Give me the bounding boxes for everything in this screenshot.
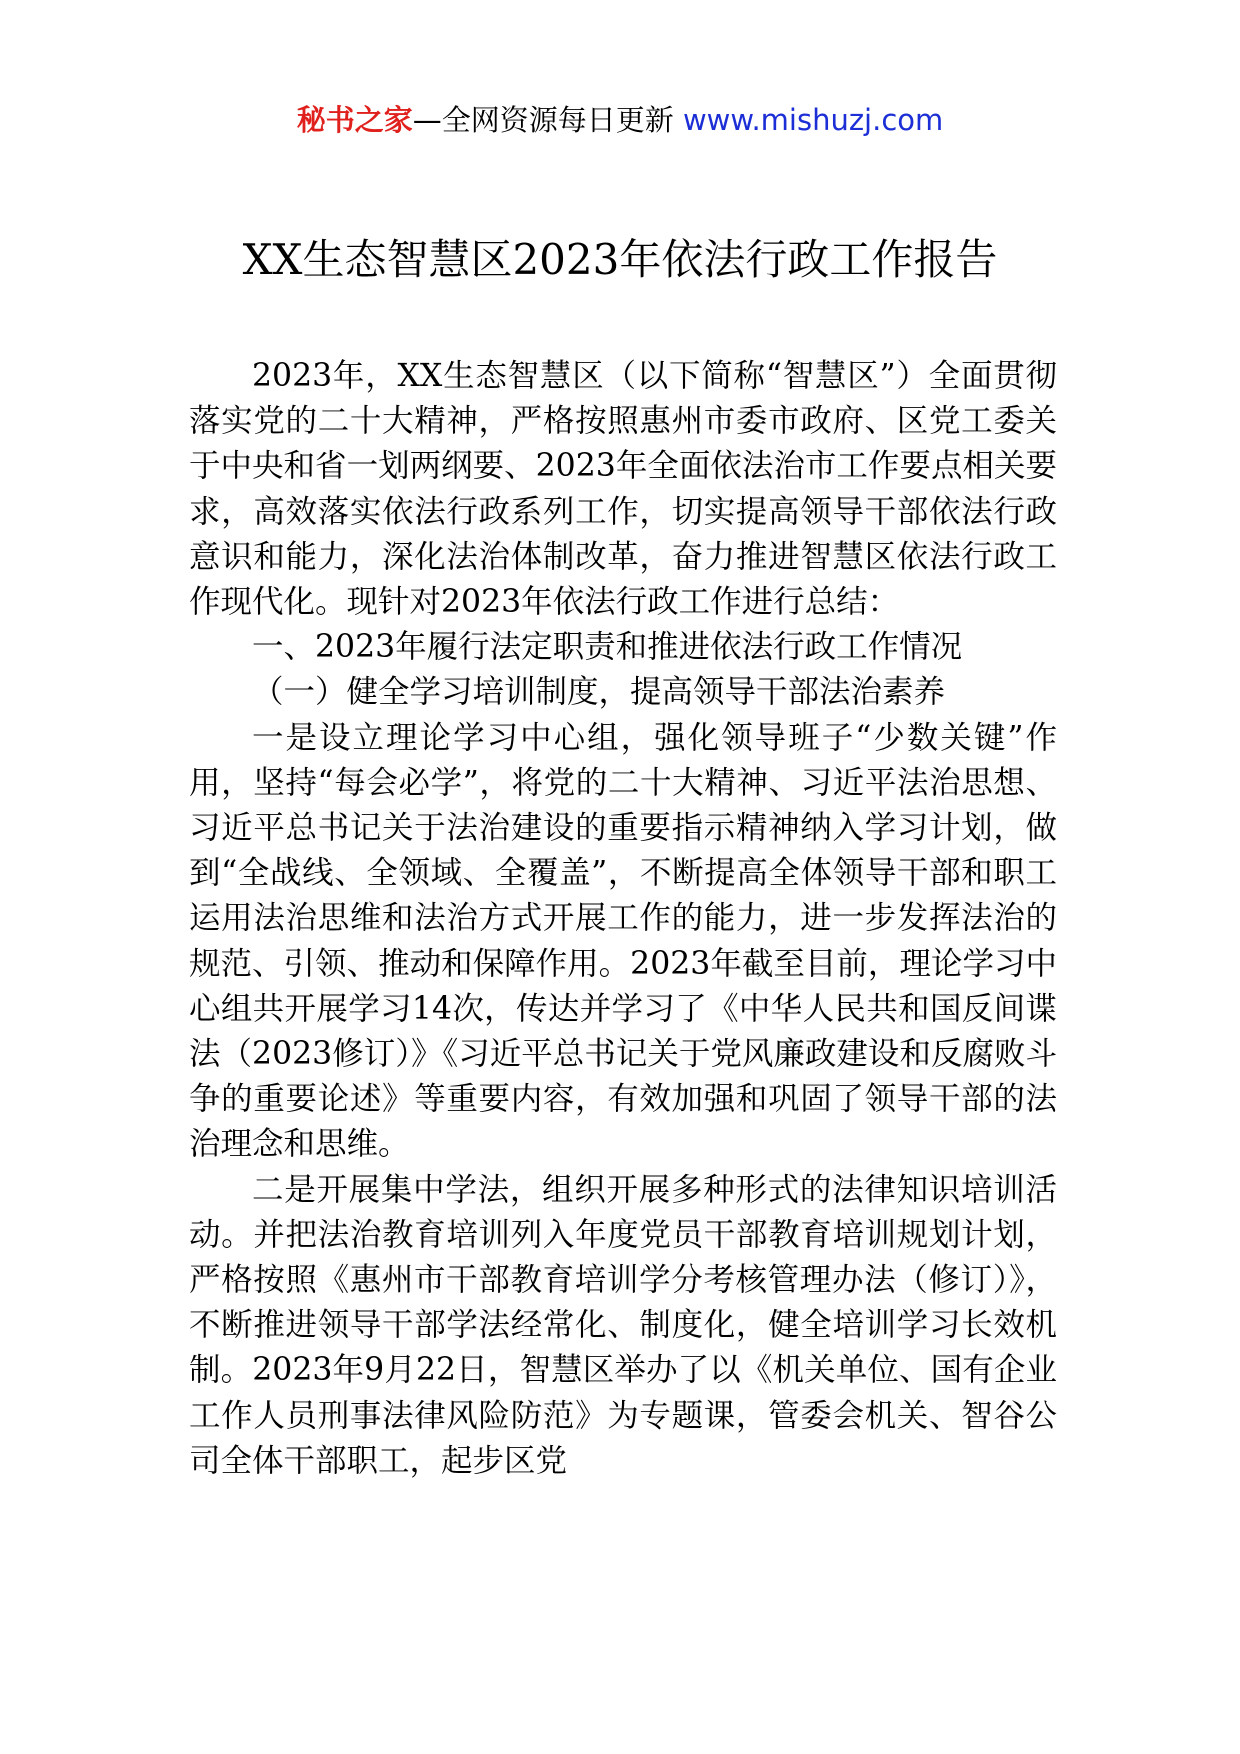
body-paragraph-1: 一是设立理论学习中心组，强化领导班子“少数关键”作用，坚持“每会必学”，将党的二十大精神、习近平法治思想、习近平总书记关于法治建设的重要指示精神纳入学习计划，做到“全战线、全领域、全覆盖”，不断提高全体领导干部和职工运用法治思维和法治方式开展工作的能力，进一步发挥法治的规范、引领、推动和保障作用。2023年截至目前，理论学习中心组共开展学习14次，传达并学习了《中华人民共和国反间谍法（2023修订）》《习近平总书记关于党风廉政建设和反腐败斗争的重要论述》等重要内容，有效加强和巩固了领导干部的法治理念和思维。 [189, 719, 1057, 1163]
brand-name: 秘书之家 [296, 103, 413, 137]
document-body [189, 354, 1057, 1484]
site-link[interactable]: www.mishuzj.com [682, 103, 944, 137]
intro-paragraph: 2023年，XX生态智慧区（以下简称“智慧区”）全面贯彻落实党的二十大精神，严格按照惠州市委市政府、区党工委关于中央和省一划两纲要、2023年全面依法治市工作要点相关要求，高效落实依法行政系列工作，切实提高领导干部依法行政意识和能力，深化法治体制改革，奋力推进智慧区依法行政工作现代化。现针对2023年依法行政工作进行总结： [189, 358, 1057, 621]
header-slogan: —全网资源每日更新 [412, 103, 674, 137]
subsection-heading: （一）健全学习培训制度，提高领导干部法治素养 [252, 674, 946, 711]
section-heading: 一、2023年履行法定职责和推进依法行政工作情况 [252, 629, 963, 666]
document-title: XX生态智慧区2023年依法行政工作报告 [242, 235, 998, 284]
body-paragraph-2: 二是开展集中学法，组织开展多种形式的法律知识培训活动。并把法治教育培训列入年度党员干部教育培训规划计划，严格按照《惠州市干部教育培训学分考核管理办法（修订）》，不断推进领导干部学法经常化、制度化，健全培训学习长效机制。2023年9月22日，智慧区举办了以《机关单位、国有企业工作人员刑事法律风险防范》为专题课，管委会机关、智谷公司全体干部职工，起步区党 [189, 1171, 1057, 1479]
site-header [0, 100, 1240, 140]
